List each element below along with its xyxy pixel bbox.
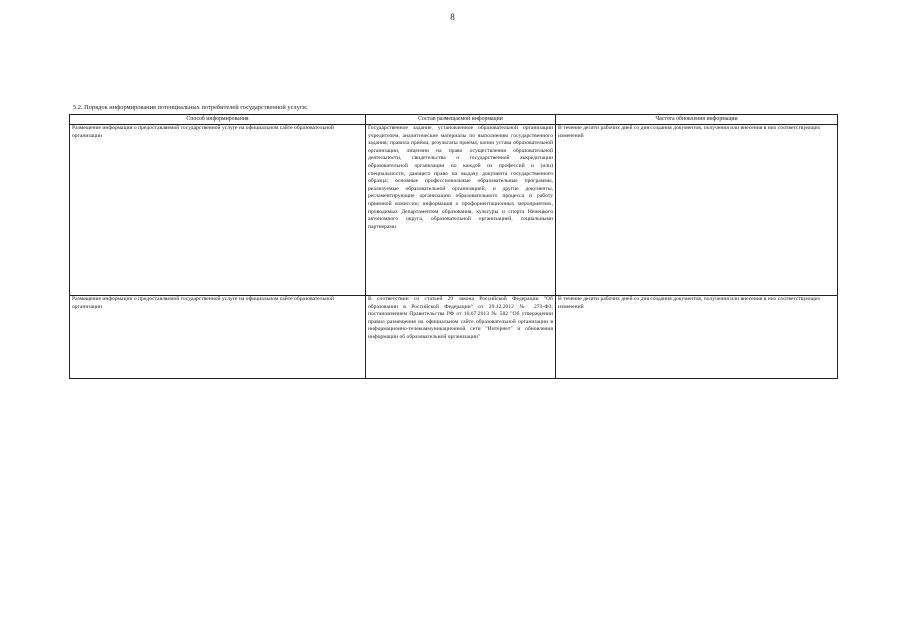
cell-frequency: В течение десяти рабочих дней со дня создания документов, получения или внесения в них соответствующих изменений <box>556 296 838 379</box>
section-title: 5.2. Порядок информирования потенциальных потребителей государственной услуги: <box>73 104 308 111</box>
header-frequency: Частота обновления информации <box>556 115 838 125</box>
table-row <box>70 296 838 379</box>
header-content: Состав размещаемой информации <box>366 115 556 125</box>
table-row <box>70 125 838 296</box>
information-table <box>69 114 838 379</box>
cell-content: В соответствии со статьей 29 закона Российской Федерации "Об образовании в Российской Федерации" от 29.12.2012 № 273-ФЗ; постановлением Правительства РФ от 10.07.2013 № 582 "Об утверждении правил размещения на официальном сайте образовательной организации в информационно-телекоммуникационной сети "Интернет" и обновления информации об образовательной организации" <box>366 296 556 379</box>
cell-method: Размещение информации о предоставляемой государственной услуге на официальном сайте образовательной организации <box>70 125 366 296</box>
cell-frequency: В течение десяти рабочих дней со дня создания документов, получения или внесения в них соответствующих изменений <box>556 125 838 296</box>
page-number: 8 <box>450 12 455 22</box>
header-method: Способ информирования <box>70 115 366 125</box>
cell-method: Размещение информации о предоставляемой государственной услуге на официальном сайте образовательной организации <box>70 296 366 379</box>
cell-content: Государственное задание, установленное образовательной организации учредителем, аналитические материалы по выполнению государственного задания; правила приёма; результаты приёма; копии устава образовательной организации, лицензии на право осуществления образовательной деятельности, свидетельства о государственной аккредитации образовательной организации по каждой из профессий и (или) специальности, дающего право на выдачу документа государственного образца; основные профессиональные образовательные программы, реализуемые образовательной организацией, и другие документы, регламентирующие организацию образовательного процесса и работу приемной комиссии; информация о профориентационных мероприятиях, проводимых Департаментом образования, культуры и спорта Ненецкого автономного округа, образовательной организацией, социальными партнерами <box>366 125 556 296</box>
table-header-row <box>70 115 838 125</box>
